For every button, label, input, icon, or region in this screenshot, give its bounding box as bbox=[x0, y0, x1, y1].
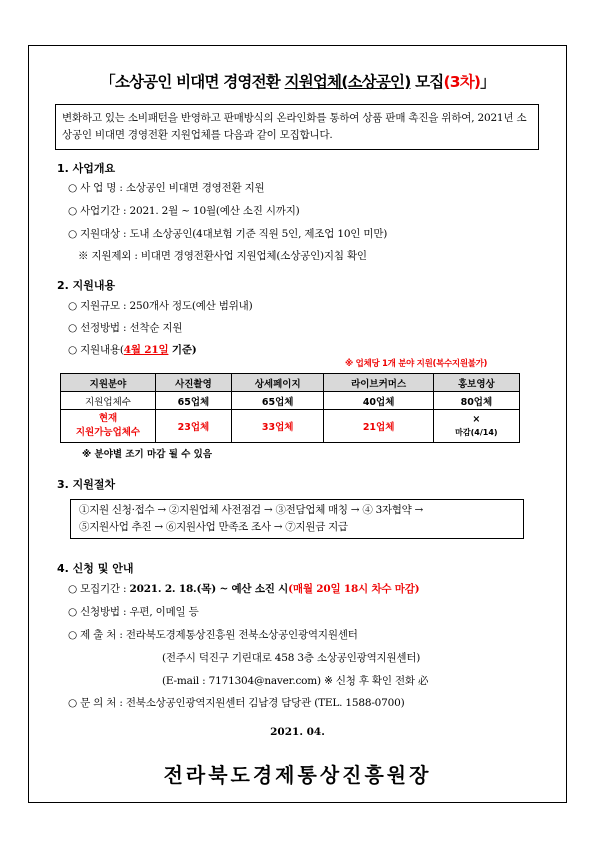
table-header: 라이브커머스 bbox=[324, 374, 433, 392]
section3-heading: 3. 지원절차 bbox=[57, 478, 116, 491]
table-row bbox=[61, 392, 520, 410]
section2-heading: 2. 지원내용 bbox=[57, 279, 116, 292]
section1-note: ※ 지원제외 : 비대면 경영전환사업 지원업체(소상공인)지침 확인 bbox=[78, 250, 367, 262]
table-cell: 65업체 bbox=[156, 392, 232, 410]
signature: 전라북도경제통상진흥원장 bbox=[163, 763, 432, 787]
table-header: 상세페이지 bbox=[231, 374, 324, 392]
submit-email: (E-mail : 7171304@naver.com) ※ 신청 후 확인 전화 必 bbox=[162, 675, 429, 687]
table-cell: 65업체 bbox=[231, 392, 324, 410]
table-row bbox=[61, 410, 520, 443]
table-cell: 지원업체수 bbox=[61, 392, 156, 410]
apply-method: ○ 신청방법 : 우편, 이메일 등 bbox=[68, 606, 199, 618]
table-cell: 21업체 bbox=[324, 410, 433, 443]
table-cell: 80업체 bbox=[433, 392, 519, 410]
table-header: 홍보영상 bbox=[433, 374, 519, 392]
section1-item: ○ 지원대상 : 도내 소상공인(4대보험 기준 직원 5인, 제조업 10인 미만) bbox=[68, 228, 388, 240]
procedure-box: ①지원 신청·접수 → ②지원업체 사전점검 → ③전담업체 매칭 → ④ 3자협약 → ⑤지원사업 추진 → ⑥지원사업 만족조 조사 → ⑦지원금 지급 bbox=[70, 499, 524, 539]
section1-item: ○ 사 업 명 : 소상공인 비대면 경영전환 지원 bbox=[68, 182, 265, 194]
section2-item: ○ 지원규모 : 250개사 정도(예산 범위내) bbox=[68, 300, 253, 312]
page-title: 「소상공인 비대면 경영전환 지원업체(소상공인) 모집(3차)」 bbox=[100, 73, 495, 91]
table-header: 사진촬영 bbox=[156, 374, 232, 392]
contact-info: ○ 문 의 처 : 전북소상공인광역지원센터 김남경 담당관 (TEL. 1588-0700) bbox=[68, 697, 405, 709]
intro-box: 변화하고 있는 소비패턴을 반영하고 판매방식의 온라인화를 통하여 상품 판매 촉진을 위하여, 2021년 소상공인 비대면 경영전환 지원업체를 다음과 같이 모집합니다. bbox=[55, 104, 539, 150]
issue-date: 2021. 04. bbox=[270, 726, 325, 738]
section1-item: ○ 사업기간 : 2021. 2월 ~ 10월(예산 소진 시까지) bbox=[68, 205, 300, 217]
submit-place: ○ 제 출 처 : 전라북도경제통상진흥원 전북소상공인광역지원센터 bbox=[68, 629, 358, 641]
table-cell: 23업체 bbox=[156, 410, 232, 443]
submit-address: (전주시 덕진구 기린대로 458 3층 소상공인광역지원센터) bbox=[162, 652, 421, 664]
section4-heading: 4. 신청 및 안내 bbox=[57, 562, 134, 575]
recruit-period: ○ 모집기간 : 2021. 2. 18.(목) ~ 예산 소진 시(매월 20일 18시 차수 마감) bbox=[68, 583, 420, 595]
table-cell: 현재 지원가능업체수 bbox=[61, 410, 156, 443]
section2-content-line: ○ 지원내용(4월 21일 기준) bbox=[68, 344, 197, 356]
table-cell: 33업체 bbox=[231, 410, 324, 443]
table-header-row bbox=[61, 374, 520, 392]
table-note: ※ 업체당 1개 분야 지원(복수지원불가) bbox=[345, 359, 488, 369]
section1-heading: 1. 사업개요 bbox=[57, 162, 116, 175]
table-cell: × 마감(4/14) bbox=[433, 410, 519, 443]
support-table bbox=[60, 373, 520, 443]
table-header: 지원분야 bbox=[61, 374, 156, 392]
table-cell: 40업체 bbox=[324, 392, 433, 410]
early-close-note: ※ 분야별 조기 마감 될 수 있음 bbox=[82, 449, 213, 460]
section2-item: ○ 선정방법 : 선착순 지원 bbox=[68, 322, 183, 334]
